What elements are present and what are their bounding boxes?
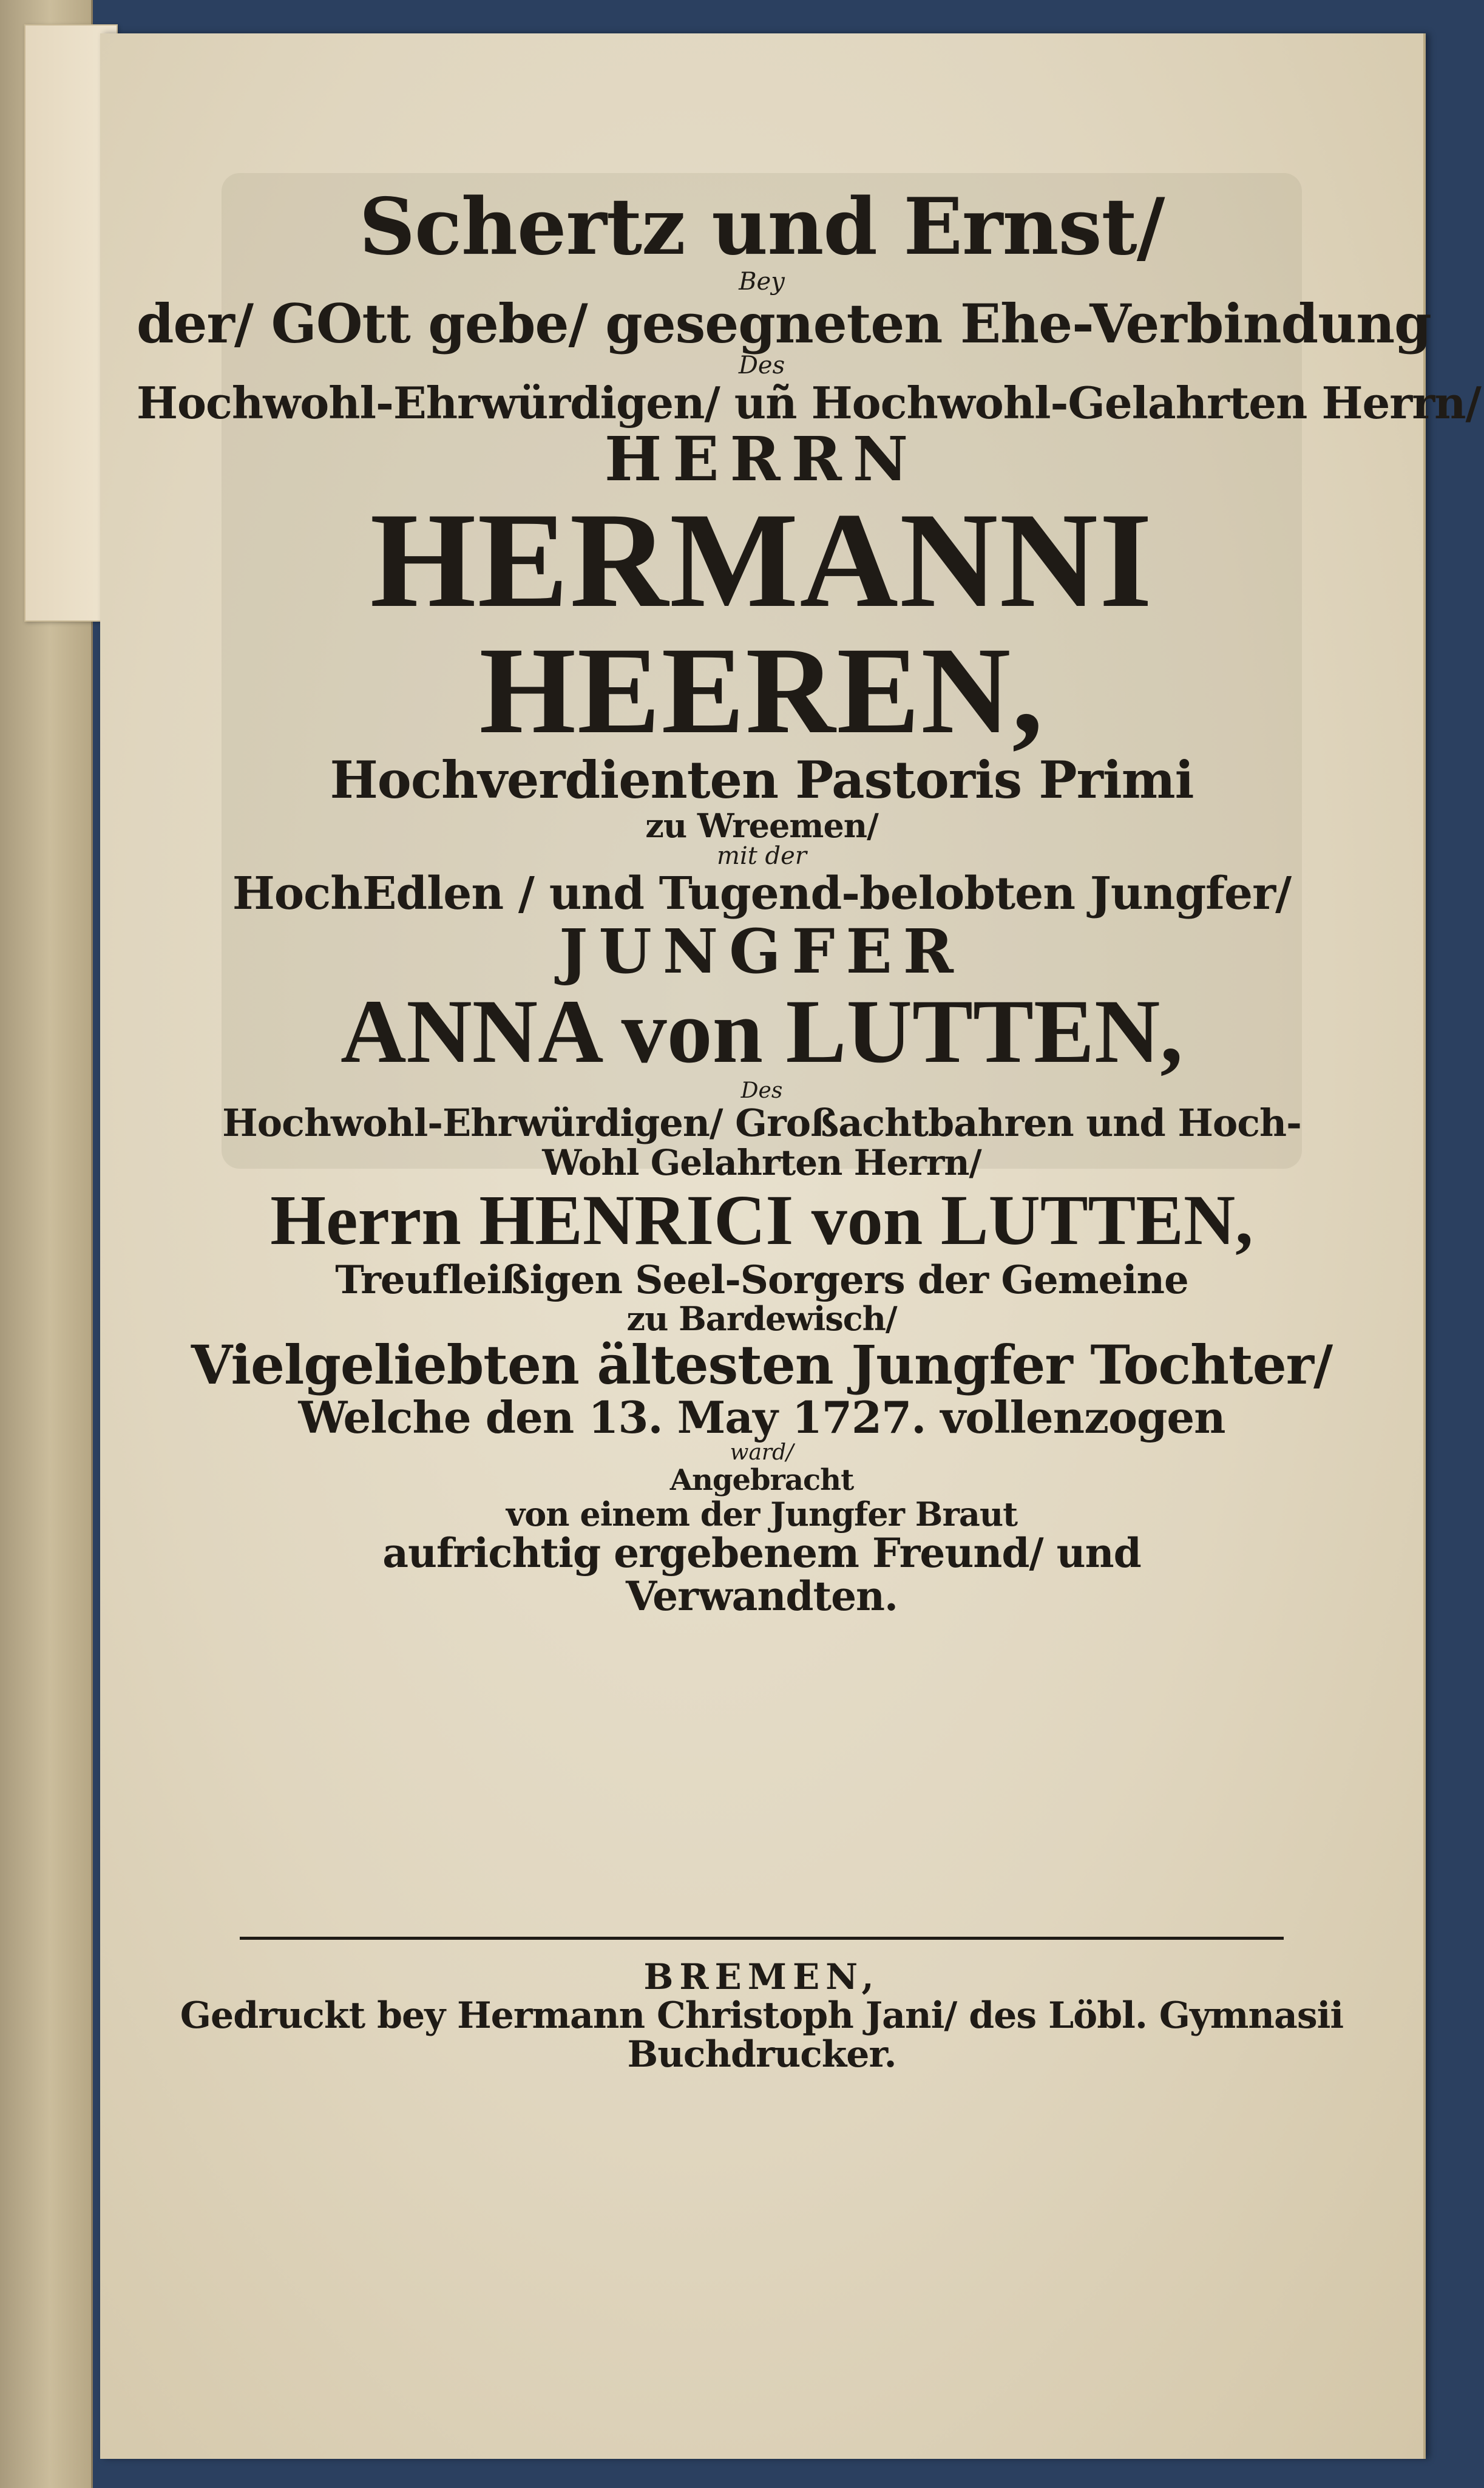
title-line-21: Vielgeliebten ältesten Jungfer Tochter/: [191, 1333, 1333, 1397]
title-line-13: JUNGFER: [559, 915, 964, 987]
title-line-25: von einem der Jungfer Braut: [506, 1494, 1018, 1534]
title-line-5: Hochwohl-Ehrwürdigen/ uñ Hochwohl-Gelahrten Herrn/: [137, 376, 1481, 429]
title-line-4: Des: [738, 352, 785, 380]
imprint-printer-line-2: Buchdrucker.: [627, 2033, 896, 2076]
bride-name: ANNA von LUTTEN,: [341, 981, 1183, 1082]
title-line-2: Bey: [739, 268, 785, 296]
father-name: Herrn HENRICI von LUTTEN,: [270, 1180, 1253, 1260]
groom-surname: HEEREN,: [479, 622, 1045, 760]
title-line-24: Angebracht: [669, 1463, 854, 1497]
title-text-block: [137, 182, 1481, 1620]
facing-page-edge: [0, 0, 93, 2488]
title-line-17: Wohl Gelahrten Herrn/: [542, 1141, 981, 1183]
groom-name: HERMANNI: [370, 484, 1154, 636]
title-page: [100, 33, 1481, 2459]
title-line-27: Verwandten.: [625, 1572, 898, 1620]
imprint-place: BREMEN,: [643, 1956, 880, 1997]
title-line-11: mit der: [717, 842, 807, 871]
title-line-3: der/ GOtt gebe/ gesegneten Ehe-Verbindung: [137, 292, 1431, 356]
title-line-6: HERRN: [604, 423, 920, 495]
imprint-printer-line-1: Gedruckt bey Hermann Christoph Jani/ des Löbl. Gymnasii: [180, 1994, 1344, 2037]
title-line-20: zu Bardewisch/: [626, 1299, 897, 1339]
imprint-block: [137, 1958, 1387, 2075]
divider-rule: [240, 1937, 1284, 1940]
title-line-16: Hochwohl-Ehrwürdigen/ Großachtbahren und Hoch-: [222, 1100, 1301, 1145]
title-line-26: aufrichtig ergebenem Freund/ und: [382, 1529, 1141, 1577]
title-line-12: HochEdlen / und Tugend-belobten Jungfer/: [232, 867, 1292, 920]
title-line-19: Treufleißigen Seel-Sorgers der Gemeine: [335, 1257, 1188, 1303]
date-line: Welche den 13. May 1727. vollenzogen: [298, 1392, 1225, 1444]
title-line-1: Schertz und Ernst/: [359, 182, 1165, 273]
title-line-9: Hochverdienten Pastoris Primi: [330, 750, 1194, 811]
title-line-15: Des: [740, 1078, 783, 1104]
title-line-23: ward/: [730, 1440, 794, 1466]
title-line-10: zu Wreemen/: [645, 806, 878, 846]
